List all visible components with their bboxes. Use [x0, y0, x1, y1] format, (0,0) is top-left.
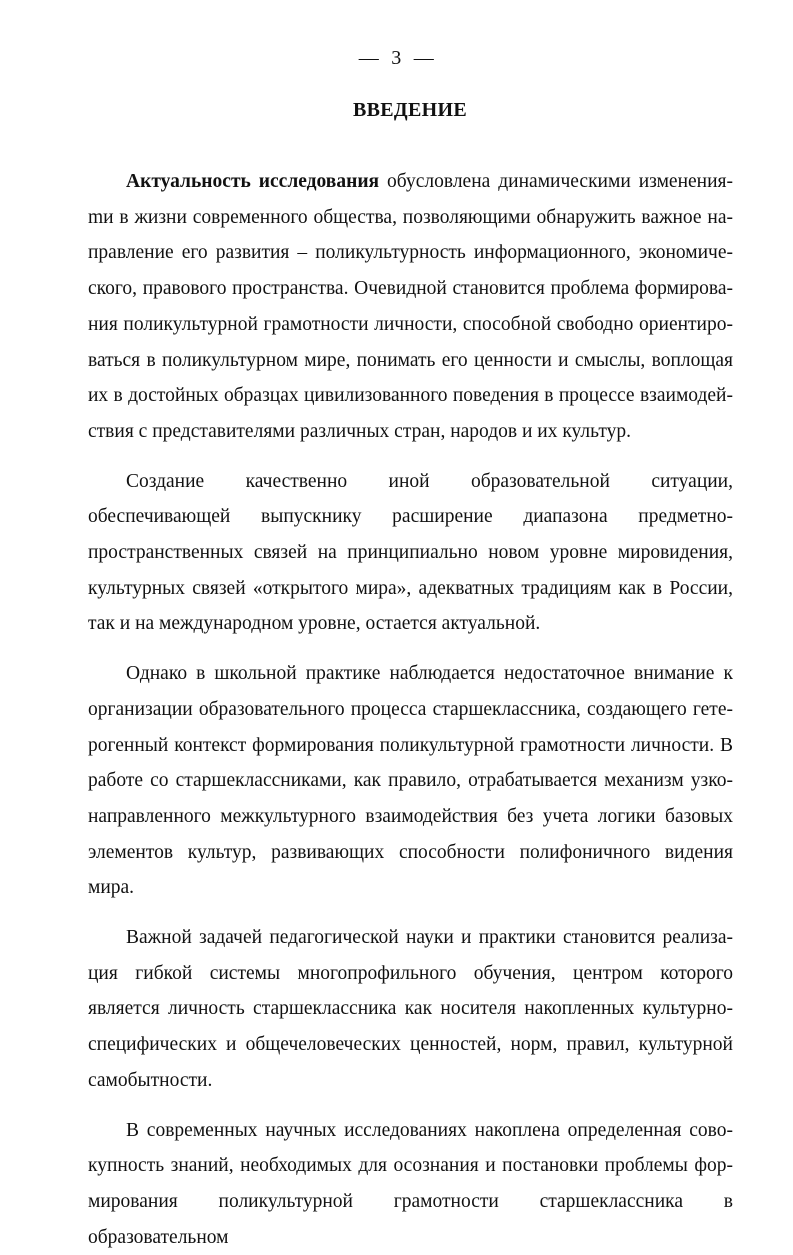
page-number — [0, 44, 793, 72]
page-number-dash-left: — — [358, 47, 380, 69]
paragraph-relevance — [88, 164, 733, 450]
paragraph: Создание качественно иной образовательной ситуации, обеспечивающей выпускнику расширение диапазона предметно-пространственных связей на принципиально новом уровне мировидения, культурных связей «открытого мира», адекватных традициям как в России, так и на международном уровне, остается актуальной. — [88, 470, 733, 635]
section-heading: ВВЕДЕНИЕ — [353, 99, 467, 121]
paragraph: Однако в школьной практике наблюдается недостаточное внимание к организации образовательного процесса старшеклассника, создающего гетерогенный контекст формирования поликультурной грамотности личности. В работе со старшеклассниками, как правило, отрабатывается механизм узконаправленного межкультурного взаимодействия без учета логики базовых элементов культур, развивающих способности полифоничного видения мира. — [88, 663, 733, 899]
paragraph-lead-term: Актуальность исследования — [126, 171, 380, 192]
paragraph: Важной задачей педагогической науки и практики становится реализация гибкой системы многопрофильного обучения, центром которого является личность старшеклассника как носителя накопленных культурно-специфических и общечеловеческих ценностей, норм, правил, культурной самобытности. — [88, 927, 733, 1091]
body-text — [88, 164, 733, 1255]
page-number-value: 3 — [391, 47, 402, 69]
page-number-dash-right: — — [413, 47, 435, 69]
paragraph-text: обусловлена динамическими измененияmи в жизни современного общества, позволяющими обнаружить важное направление его развития – поликультурность информационного, экономического, правового пространства. Очевидной становится проблема формирования поликультурной грамотности личности, способной свободно ориентироваться в поликультурном мире, понимать его ценности и смыслы, воплощая их в достойных образцах цивилизованного поведения в процессе взаимодействия с представителями различных стран, народов и их культур. — [88, 171, 733, 442]
paragraph: В современных научных исследованиях накоплена определенная совокупность знаний, необходимых для осознания и постановки проблемы формирования поликультурной грамотности старшеклассника в образовательном — [88, 1119, 733, 1248]
